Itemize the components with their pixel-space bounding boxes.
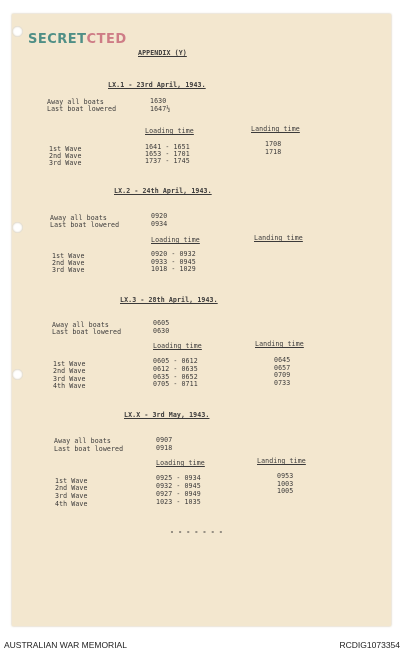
loading-value: 1653 - 1701 bbox=[145, 150, 190, 158]
landing-header: Landing time bbox=[255, 340, 304, 348]
landing-header: Landing time bbox=[251, 125, 300, 133]
secret-stamp: SECRETCTED bbox=[28, 32, 127, 47]
punch-hole bbox=[12, 369, 23, 380]
loading-header: Loading time bbox=[153, 342, 202, 350]
wave-label: 2nd Wave bbox=[52, 259, 85, 267]
last-value: 0934 bbox=[151, 220, 168, 228]
footer-record-id: RCDIG1073354 bbox=[339, 640, 400, 650]
loading-header: Loading time bbox=[156, 459, 205, 467]
end-mark: - - - - - - - bbox=[170, 528, 223, 536]
away-label: Away all boats bbox=[47, 98, 104, 106]
loading-value: 0920 - 0932 bbox=[151, 250, 196, 258]
last-value: 1647½ bbox=[150, 105, 171, 113]
section-title: LX.X - 3rd May, 1943. bbox=[124, 411, 210, 419]
wave-label: 1st Wave bbox=[49, 145, 82, 153]
landing-value: 0709 bbox=[274, 371, 291, 379]
wave-label: 4th Wave bbox=[53, 382, 86, 390]
section-title: LX.1 - 23rd April, 1943. bbox=[108, 81, 206, 89]
last-label: Last boat lowered bbox=[47, 105, 117, 113]
wave-label: 2nd Wave bbox=[55, 484, 88, 492]
loading-value: 1018 - 1029 bbox=[151, 265, 196, 273]
away-value: 0907 bbox=[156, 436, 173, 444]
punch-hole bbox=[12, 222, 23, 233]
away-value: 1630 bbox=[150, 97, 167, 105]
last-label: Last boat lowered bbox=[54, 445, 124, 453]
landing-header: Landing time bbox=[257, 457, 306, 465]
away-value: 0920 bbox=[151, 212, 168, 220]
away-label: Away all boats bbox=[52, 321, 109, 329]
loading-value: 1023 - 1035 bbox=[156, 498, 201, 506]
loading-value: 0612 - 0635 bbox=[153, 365, 198, 373]
footer-credit: AUSTRALIAN WAR MEMORIAL bbox=[4, 640, 127, 650]
loading-value: 0932 - 0945 bbox=[156, 482, 201, 490]
landing-value: 0733 bbox=[274, 379, 291, 387]
loading-header: Loading time bbox=[145, 127, 194, 135]
landing-value: 1005 bbox=[277, 487, 294, 495]
away-label: Away all boats bbox=[50, 214, 107, 222]
last-label: Last boat lowered bbox=[52, 328, 122, 336]
last-value: 0630 bbox=[153, 327, 170, 335]
away-value: 0605 bbox=[153, 319, 170, 327]
loading-value: 0705 - 0711 bbox=[153, 380, 198, 388]
last-label: Last boat lowered bbox=[50, 221, 120, 229]
wave-label: 1st Wave bbox=[53, 360, 86, 368]
wave-label: 3rd Wave bbox=[53, 375, 86, 383]
loading-value: 1641 - 1651 bbox=[145, 143, 190, 151]
loading-value: 0605 - 0612 bbox=[153, 357, 198, 365]
landing-value: 0953 bbox=[277, 472, 294, 480]
loading-value: 0927 - 0949 bbox=[156, 490, 201, 498]
section-title: LX.2 - 24th April, 1943. bbox=[114, 187, 212, 195]
last-value: 0918 bbox=[156, 444, 173, 452]
landing-header: Landing time bbox=[254, 234, 303, 242]
landing-value: 1003 bbox=[277, 480, 294, 488]
landing-value: 1718 bbox=[265, 148, 282, 156]
loading-value: 1737 - 1745 bbox=[145, 157, 190, 165]
wave-label: 3rd Wave bbox=[55, 492, 88, 500]
wave-label: 1st Wave bbox=[52, 252, 85, 260]
appendix-heading: APPENDIX (Y) bbox=[138, 49, 187, 57]
wave-label: 2nd Wave bbox=[53, 367, 86, 375]
landing-value: 0645 bbox=[274, 356, 291, 364]
landing-value: 1708 bbox=[265, 140, 282, 148]
loading-value: 0933 - 0945 bbox=[151, 258, 196, 266]
wave-label: 3rd Wave bbox=[49, 159, 82, 167]
loading-value: 0635 - 0652 bbox=[153, 373, 198, 381]
loading-header: Loading time bbox=[151, 236, 200, 244]
landing-value: 0657 bbox=[274, 364, 291, 372]
loading-value: 0925 - 0934 bbox=[156, 474, 201, 482]
wave-label: 4th Wave bbox=[55, 500, 88, 508]
wave-label: 3rd Wave bbox=[52, 266, 85, 274]
wave-label: 1st Wave bbox=[55, 477, 88, 485]
away-label: Away all boats bbox=[54, 437, 111, 445]
section-title: LX.3 - 28th April, 1943. bbox=[120, 296, 218, 304]
punch-hole bbox=[12, 26, 23, 37]
wave-label: 2nd Wave bbox=[49, 152, 82, 160]
